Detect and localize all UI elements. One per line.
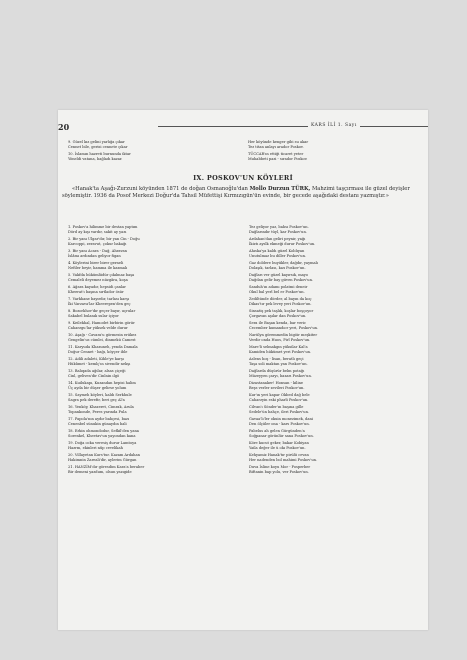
- verse-stanza: 10. İslamın hazreti burnunda iktar Yöneldi vatana, bağladı kazar.: [68, 152, 131, 162]
- verse-stanza: 15. Saymeh köyleri, kaldı Serkhule Sagra pek derefir, beri geç Al'a: [68, 393, 132, 403]
- verse-stanza: Dağlarda düşürür belm potağı Müzeyyen çaryı, bazarı Poskov'un.: [249, 369, 312, 379]
- section-title: IX. POSKOV'UN KÖYLERİ: [193, 174, 293, 182]
- verse-stanza: Ahıska'ya kaldı güzel Koblıyan Unutulmaz bu diller Poskov'un.: [249, 249, 307, 259]
- verse-stanza: Sinsatiş pek taşlık, koşlar boşçoyor Çorgavan aşılar dan Poskov'un.: [249, 309, 314, 319]
- verse-stanza: 17. Papola'nın aydır bahçesi, bazı Cenenbel sünukin günaydın bali: [68, 417, 130, 427]
- intro-paragraph: [62, 186, 424, 199]
- verse-stanza: Tez geliyor yaz, bahsı Poskov'un. Dağlarındır tüyl, kar Poskov'un.: [249, 225, 309, 235]
- intro-author-name: Mollo Durzun TÜRK,: [249, 186, 311, 192]
- verse-stanza: Sanduh'ın adamı polatmi deneir Okul bal yerl bel er Poskov'un.: [249, 285, 308, 295]
- running-title: KARS İLİ 1. Sayı: [308, 123, 360, 128]
- verse-stanza: 18. Erkin ohmondodur, Sefkil'den yana Sorenkel, Kheetav'un yayondan kana: [68, 429, 139, 439]
- verse-stanza: 4. Köylerini birer birer gerneli Nefiler beyir, hamma ile kazmalı: [68, 261, 128, 271]
- verse-stanza: 19. Doğa ocka veresiş durur Lamtoya Hazrm, ekinleri nûp cevelikah: [68, 441, 137, 451]
- top-right-column: [248, 140, 418, 164]
- verse-stanza: 11. Karyuda Khazuneh, yenda Damala Doğur Cennet - bağı, köyçer ible: [68, 345, 138, 355]
- verse-stanza: 21. HANZİM'dır göresdim Kara'a beraber Bir demeni yazdum, olsun yazıgide: [68, 465, 145, 475]
- intro-rest: Mahzimi taşçırması ile güzel deyişler söylemiştir. 1936 da Posof Merkezi Doğur'da Tahsil Müfettişi Kırmızıgün'ün evinde, bir gecede aşağıdaki destanı yazmıştır.»: [62, 186, 410, 199]
- verse-stanza: 20. Villayetan Kurs'tur. Kazam Ardahan Hakimnin Zareali'dir, aylerim Gürgan: [68, 453, 140, 463]
- verse-stanza: Aslens hoş - lisan, beratlı geçi Taşa soli maktan yan Poskov'un.: [249, 357, 308, 367]
- verse-stanza: 12. Adili adaleti, Kihle'ye karşı Hükûmet - kemlç'ın sivendir nekşı: [68, 357, 131, 367]
- verse-stanza: Mare'li selmakgın yüksilar Kal'a Kamiden hükümet yeri Poskov'un.: [249, 345, 312, 355]
- intro-pre: «Hanak'ta Aşağı-Zurzuni köyünden 1871 de doğan Osmanoğlu'dan: [72, 186, 248, 192]
- verse-stanza: Köre kucut geker, bakar Kobiyan Yaila değer ile ü okı Poskov'un.: [249, 441, 309, 451]
- verse-stanza: Gaz doldere buyükler, dağdır, yaymalı Dolaşık, tarlası, kızı Poskov'un.: [249, 261, 318, 271]
- poem-columns: [68, 225, 420, 477]
- poem-left-column: [68, 225, 239, 477]
- verse-stanza: 7. Varkhane bayırdır, tarlası karşı İki Varzava'lar Kheerepen'den geç: [68, 297, 131, 307]
- verse-stanza: Cilvan'ı Sönder'ın başına gille Sedele'ün bahçe, ileri Poskov'un.: [249, 405, 310, 415]
- verse-stanza: 3. Bir yanı Acara - Dağ, Ahravan İslâmı ardından geliyor figan: [68, 249, 127, 259]
- header-rule: [158, 123, 428, 128]
- verse-stanza: 8. Bozorkhov'dır geçer bayır, uçrular Sakabel bulanık sular içiyor: [68, 309, 136, 319]
- verse-stanza: TÜCCAR'ın ettiği ticaret yeter Muhabbeti pazi - sırador Poskov.: [248, 152, 308, 162]
- verse-stanza: Kehyamiz Hanak'tır pirülü cevan Her nadenden bol mahimi Poskov'un.: [249, 453, 318, 463]
- verse-stanza: 9. Güzel kız gelini yarlığa çıkar Cennet bile, gerisi cennete çıkar: [68, 140, 128, 150]
- verse-stanza: 6. Ağara kayadır, hepsidi çanlar Kheerat'ı başına sırtlador ösür: [68, 285, 126, 295]
- page-number: 20: [58, 122, 70, 132]
- verse-stanza: Pabelus ah gelen Gürgünden'a Soğpanar görünlür sana Poskov'un.: [249, 429, 314, 439]
- verse-stanza: Gavaa'lı'ler okuin monezimek, dani Den ölçüler ona - kars Poskov'un.: [249, 417, 313, 427]
- verse-stanza: Her köyünde kenger gibi su akar Tez titan anlayı arador Poskov.: [248, 140, 309, 150]
- verse-stanza: 14. Kuilukapı, Kuzandan hepisi halim Üç ayda bir düşer gelirse yolum: [68, 381, 136, 391]
- verse-stanza: Dağları ver güzel kayırsık, mayo Dağdan gelir bay güven Poskov'un.: [249, 273, 314, 283]
- verse-stanza: Ardahan'dan geliri peynir, yağı İkiztı ayslk ekmeği durur Poskov'un.: [249, 237, 316, 247]
- verse-stanza: Sera ile Başan kenda, bar veric Cecember kumandıcr yeri, Poskov'un.: [249, 321, 319, 331]
- verse-stanza: Kur'ın yeri kapar Okbed dağ bele Caharzyin eski pharli Poskov'un.: [249, 393, 310, 403]
- verse-stanza: 5. Vakfda hükümlüdür çıkılmaz başa Cemaleli deyemez nüzgâra, koşa: [68, 273, 135, 283]
- verse-stanza: Duva İsline koyu Mor - Posperber Biftanin bap yolu, ver Poskov'un.: [249, 465, 311, 475]
- page-header: [58, 122, 428, 132]
- top-verse-block: [68, 140, 418, 164]
- top-left-column: [68, 140, 238, 164]
- verse-stanza: 13. Balıqada ağılar, alsas çiçeği Cinl, geliven'dir Cinlnin ılgö: [68, 369, 126, 379]
- verse-stanza: Zediltünde dörder, al bayın da koç Dikas'tır pek levey yeri Poskov'un.: [249, 297, 312, 307]
- document-page: [58, 110, 428, 630]
- verse-stanza: 1. Poskov'a hilimme bir destan yaptım Dörd ay kışı vardır, sakit ay yazı: [68, 225, 138, 235]
- poem-right-column: [249, 225, 420, 477]
- verse-stanza: 10. Aşağı - Cavara'u görmesin erükez Gengelin'us cümlei, dinmekü Camest: [68, 333, 137, 343]
- verse-stanza: 2. Bir yanı Ulgar'dır, bir yan Cin - Doğu Karcoppi, zeravut, çokur bakağı: [68, 237, 140, 247]
- verse-stanza: Narülyn göremmedin bigöir meşkiter Verdir onda Huos, Pirl Poskov'un.: [249, 333, 318, 343]
- verse-stanza: 16. Yenköy, Khazeret, Cimrak, Arula Topankonde, Peres yarında Pula: [68, 405, 134, 415]
- verse-stanza: 9. Keilekhal, Hamodet birbirin görür Caharzgu'lar yüksek velde durur: [68, 321, 135, 331]
- verse-stanza: Dizastanaker! Honsan - kiline Beşs verler zevileri Poskov'un.: [249, 381, 305, 391]
